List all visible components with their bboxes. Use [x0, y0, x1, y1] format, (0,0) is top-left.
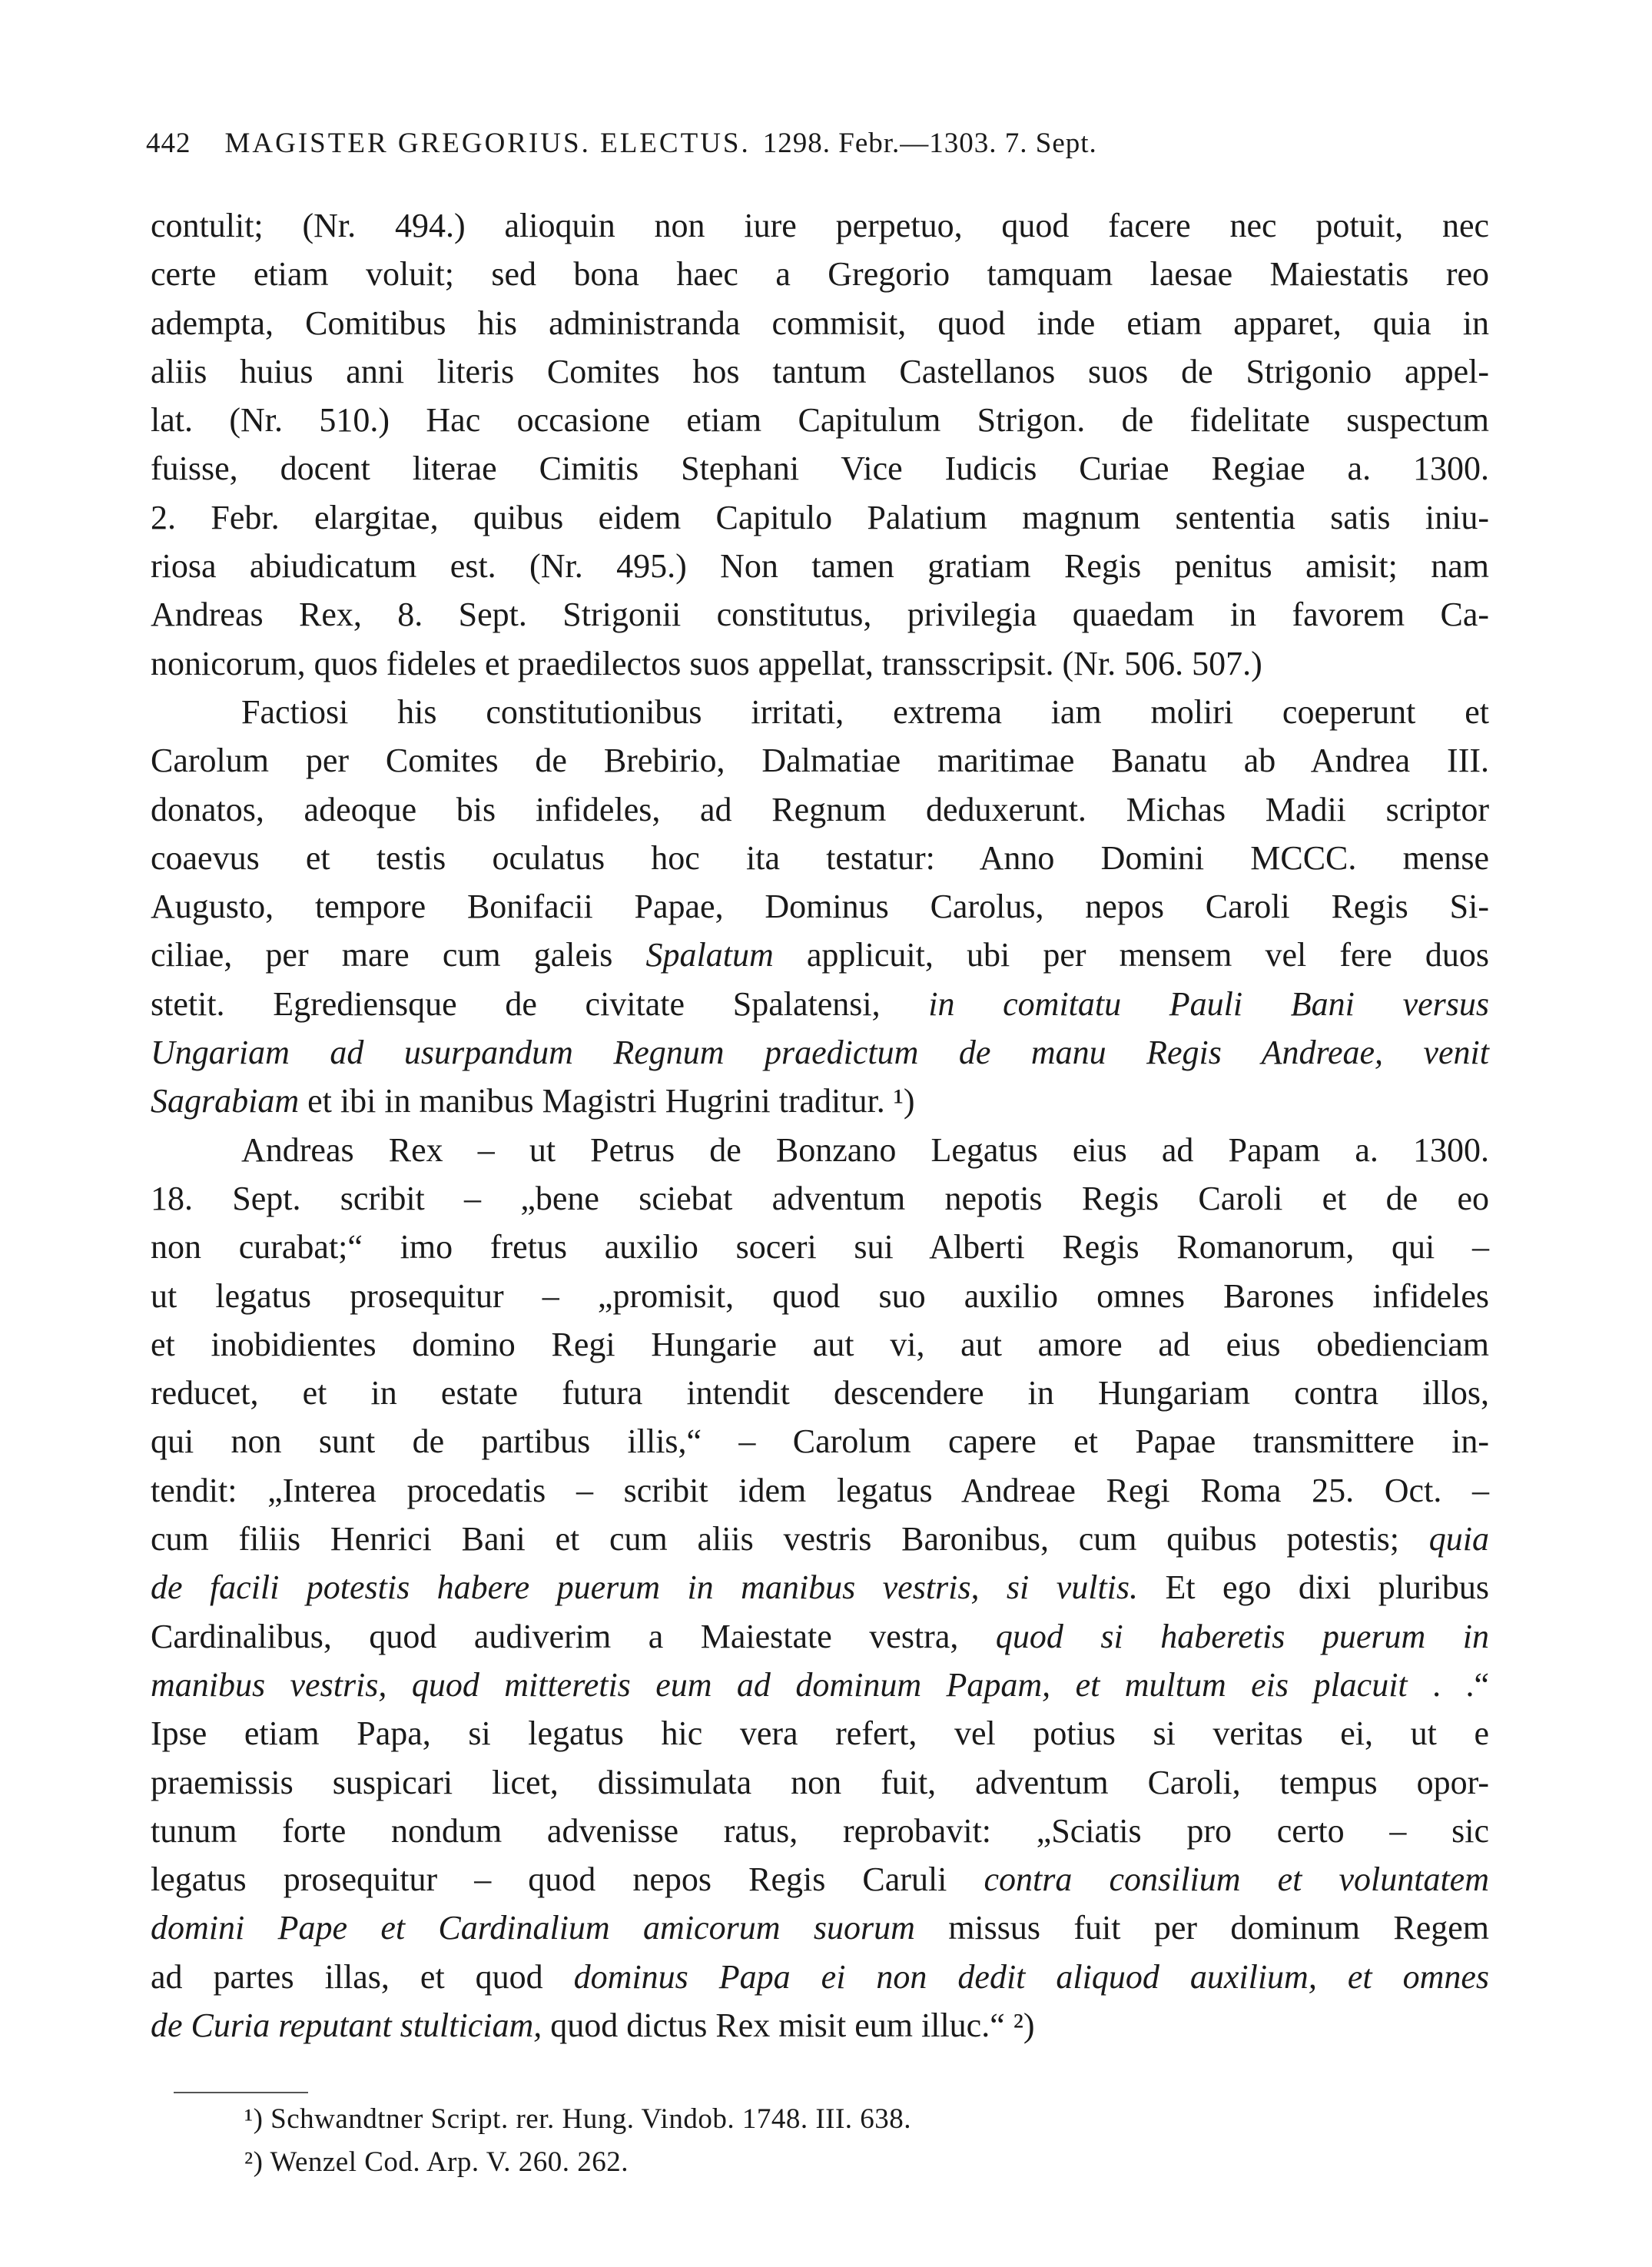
footnote: ¹) Schwandtner Script. rer. Hung. Vindob. 1748. III. 638. [244, 2103, 912, 2135]
text-line [151, 2001, 1489, 2050]
footnotes [244, 2098, 911, 2184]
text-segment: cum filiis Henrici Bani et cum aliis vestris Baronibus, cum quibus potestis; [151, 1520, 1429, 1558]
italic-segment: Sagrabiam [151, 1082, 300, 1120]
text-line [151, 396, 1489, 444]
text-segment: reducet, et in estate futura intendit descendere in Hungariam contra illos, [151, 1374, 1489, 1412]
text-line [151, 1174, 1489, 1223]
text-segment: contulit; (Nr. 494.) alioquin non iure perpetuo, quod facere nec potuit, nec [151, 207, 1489, 244]
text-line [151, 688, 1489, 736]
text-segment: qui non sunt de partibus illis,“ – Carolum capere et Papae transmittere in- [151, 1422, 1489, 1461]
text-segment: coaevus et testis oculatus hoc ita testatur: Anno Domini MCCC. mense [151, 838, 1489, 877]
text-line [151, 1369, 1489, 1417]
text-segment: applicuit, ubi per mensem vel fere duos [773, 936, 1489, 974]
text-line [151, 1272, 1489, 1320]
text-line [151, 444, 1489, 493]
text-segment: stetit. Egrediensque de civitate Spalatensi, [151, 984, 929, 1023]
text-segment: legatus prosequitur – quod nepos Regis Caruli [151, 1860, 984, 1899]
text-segment: Factiosi his constitutionibus irritati, extrema iam moliri coeperunt et [241, 692, 1489, 731]
italic-segment: dominus Papa ei non dedit aliquod auxilium, et omnes [573, 1957, 1490, 1996]
text-segment: Carolum per Comites de Brebirio, Dalmatiae maritimae Banatu ab Andrea III. [151, 742, 1489, 780]
text-line [151, 639, 1489, 688]
text-segment: lat. (Nr. 510.) Hac occasione etiam Capitulum Strigon. de fidelitate suspectum [151, 401, 1489, 440]
italic-segment: contra consilium et voluntatem [984, 1860, 1489, 1899]
footnote: ²) Wenzel Cod. Arp. V. 260. 262. [244, 2146, 629, 2178]
body-text [151, 201, 1489, 2050]
text-segment: missus fuit per dominum Regem [914, 1909, 1490, 1947]
text-line [151, 1028, 1489, 1077]
running-title: MAGISTER GREGORIUS. ELECTUS. [224, 128, 751, 159]
italic-segment: de facili potestis habere puerum in manibus vestris, si vultis. [151, 1568, 1139, 1607]
italic-segment: quia [1428, 1520, 1489, 1558]
page-number: 442 [146, 128, 191, 159]
italic-segment: quod si haberetis puerum in [995, 1617, 1489, 1655]
text-line [151, 1855, 1489, 1904]
text-line [151, 347, 1489, 396]
running-dates: 1298. Febr.—1303. 7. Sept. [762, 128, 1097, 159]
text-segment: Andreas Rex, 8. Sept. Strigonii constitutus, privilegia quaedam in favorem Ca- [151, 596, 1489, 634]
text-segment: donatos, adeoque bis infideles, ad Regnum deduxerunt. Michas Madii scriptor [151, 790, 1489, 828]
text-segment: ad partes illas, et quod [151, 1957, 574, 1996]
text-line [151, 1904, 1489, 1952]
text-line [151, 1126, 1489, 1174]
text-segment: riosa abiudicatum est. (Nr. 495.) Non tamen gratiam Regis penitus amisit; nam [151, 547, 1489, 586]
text-segment: 18. Sept. scribit – „bene sciebat adventum nepotis Regis Caroli et de eo [151, 1179, 1489, 1217]
text-line [151, 980, 1489, 1028]
text-segment: tendit: „Interea procedatis – scribit idem legatus Andreae Regi Roma 25. Oct. – [151, 1471, 1489, 1509]
text-line [151, 1223, 1489, 1271]
text-segment: Cardinalibus, quod audiverim a Maiestate vestra, [151, 1617, 996, 1655]
text-line [151, 1320, 1489, 1369]
text-line [151, 1807, 1489, 1855]
text-line [151, 834, 1489, 882]
text-segment: Et ego dixi pluribus [1138, 1568, 1489, 1607]
text-segment: ut legatus prosequitur – „promisit, quod suo auxilio omnes Barones infideles [151, 1276, 1489, 1315]
text-segment: fuisse, docent literae Cimitis Stephani Vice Iudicis Curiae Regiae a. 1300. [151, 450, 1489, 488]
text-line [151, 1612, 1489, 1661]
text-segment: nonicorum, quos fideles et praedilectos suos appellat, transscripsit. (Nr. 506. 507.) [151, 644, 1262, 682]
text-line [151, 1515, 1489, 1563]
text-line [151, 542, 1489, 590]
text-segment: non curabat;“ imo fretus auxilio soceri sui Alberti Regis Romanorum, qui – [151, 1228, 1489, 1266]
text-line [151, 1466, 1489, 1515]
text-segment: certe etiam voluit; sed bona haec a Gregorio tamquam laesae Maiestatis reo [151, 255, 1489, 294]
footnote-rule [174, 2092, 308, 2093]
italic-segment: manibus vestris, quod mitteretis eum ad dominum Papam, et multum eis placuit [151, 1665, 1408, 1704]
text-line [151, 736, 1489, 785]
text-segment: ciliae, per mare cum galeis [151, 936, 646, 974]
text-line [151, 590, 1489, 639]
text-line [151, 250, 1489, 298]
italic-segment: domini Pape et Cardinalium amicorum suorum [151, 1909, 915, 1947]
text-line [151, 1417, 1489, 1465]
text-line [151, 1077, 1489, 1125]
text-line [151, 1563, 1489, 1611]
text-segment: . .“ [1407, 1665, 1490, 1704]
text-line [151, 201, 1489, 250]
text-segment: tunum forte nondum advenisse ratus, reprobavit: „Sciatis pro certo – sic [151, 1811, 1489, 1850]
text-segment: et ibi in manibus Magistri Hugrini traditur. ¹) [299, 1082, 915, 1120]
text-line [151, 785, 1489, 834]
text-segment: adempta, Comitibus his administranda commisit, quod inde etiam apparet, quia in [151, 304, 1489, 342]
text-segment: quod dictus Rex misit eum illuc.“ ²) [542, 2006, 1035, 2044]
text-segment: praemissis suspicari licet, dissimulata non fuit, adventum Caroli, tempus opor- [151, 1763, 1489, 1801]
text-line [151, 882, 1489, 931]
text-line [151, 1758, 1489, 1807]
text-segment: Ipse etiam Papa, si legatus hic vera refert, vel potius si veritas ei, ut e [151, 1714, 1489, 1753]
italic-segment: de Curia reputant stulticiam, [151, 2006, 542, 2044]
text-segment: et inobidientes domino Regi Hungarie aut vi, aut amore ad eius obedienciam [151, 1325, 1489, 1363]
text-segment: 2. Febr. elargitae, quibus eidem Capitulo Palatium magnum sententia satis iniu- [151, 498, 1489, 536]
text-line [151, 931, 1489, 979]
text-line [151, 1953, 1489, 2001]
text-segment: Augusto, tempore Bonifacii Papae, Dominus Carolus, nepos Caroli Regis Si- [151, 888, 1489, 926]
text-line [151, 1661, 1489, 1709]
italic-segment: Ungariam ad usurpandum Regnum praedictum de manu Regis Andreae, venit [151, 1034, 1489, 1072]
italic-segment: in comitatu Pauli Bani versus [928, 984, 1489, 1023]
text-segment: Andreas Rex – ut Petrus de Bonzano Legatus eius ad Papam a. 1300. [241, 1130, 1489, 1169]
text-line [151, 1709, 1489, 1758]
italic-segment: Spalatum [645, 936, 774, 974]
running-header [146, 127, 1506, 160]
text-line [151, 493, 1489, 542]
text-line [151, 299, 1489, 347]
text-segment: aliis huius anni literis Comites hos tantum Castellanos suos de Strigonio appel- [151, 352, 1489, 390]
